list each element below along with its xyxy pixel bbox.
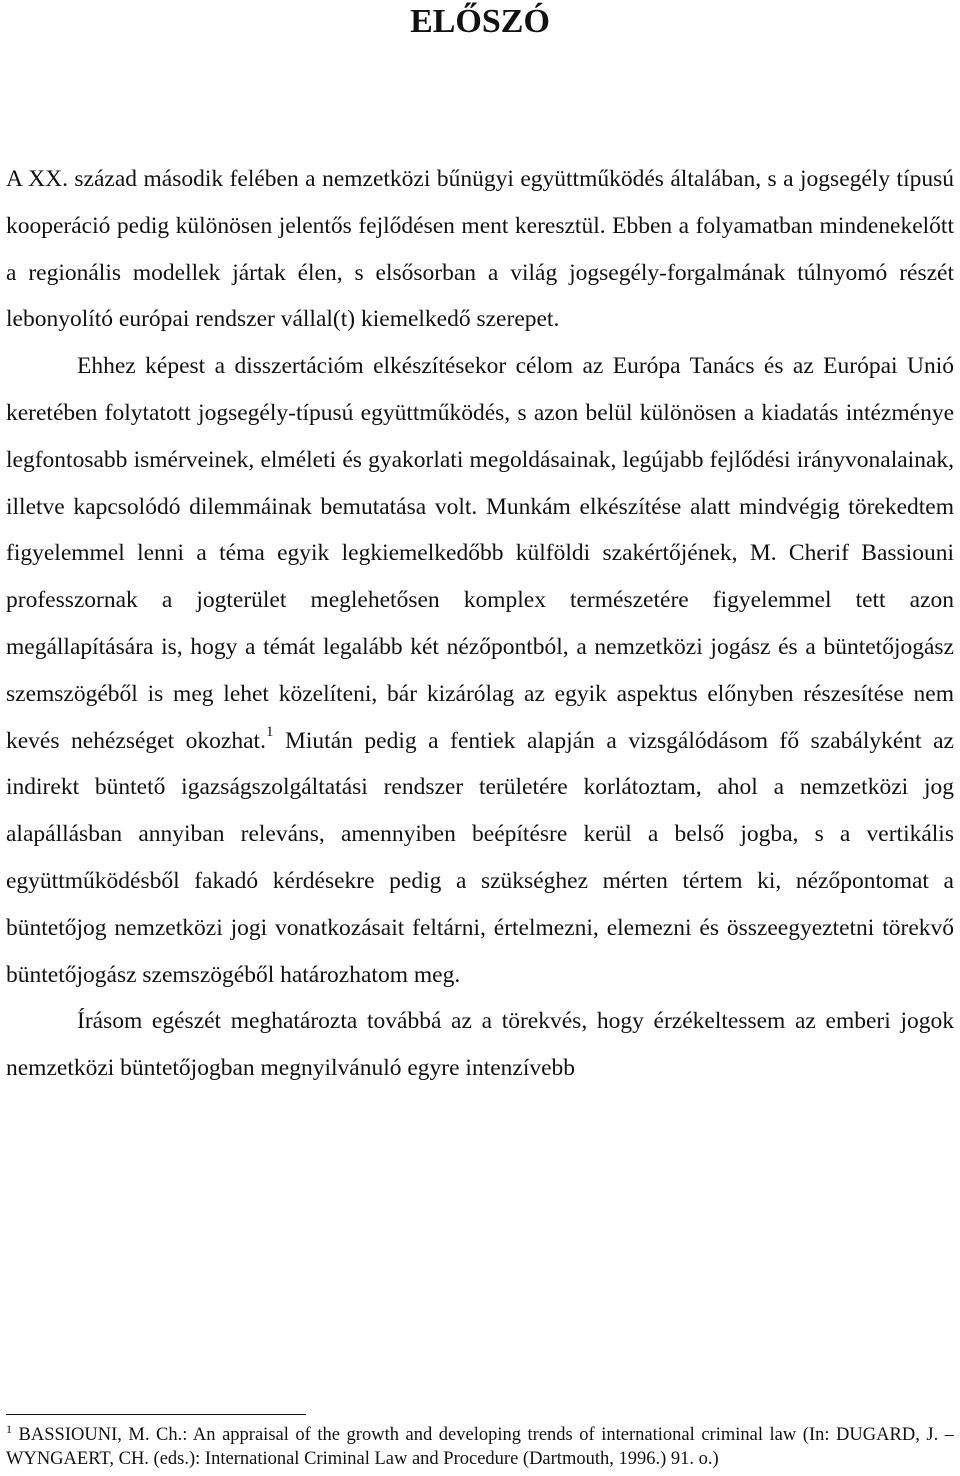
footnote-divider — [6, 1414, 306, 1415]
paragraph-1: A XX. század második felében a nemzetközi bűnügyi együttműködés általában, s a jogsegély típusú kooperáció pedig különösen jelentős fejlődésen ment keresztül. Ebben a folyamatban mindenekelőtt a regionális modellek jártak élen, s elsősorban a világ jogsegély-forgalmának túlnyomó részét lebonyolító európai rendszer vállal(t) kiemelkedő szerepet. — [6, 166, 954, 333]
footnote-reference[interactable]: 1 — [265, 723, 274, 740]
paragraph-2-text-before-ref: Ehhez képest a disszertációm elkészítésekor célom az Európa Tanács és az Európai Unió keretében folytatott jogsegély-típusú együttműködés, s azon belül különösen a kiadatás intézménye legfontosabb ismérveinek, elméleti és gyakorlati megoldásainak, legújabb fejlődési irányvonalainak, illetve kapcsolódó dilemmáinak bemutatása volt. Munkám elkészítése alatt mindvégig törekedtem figyelemmel lenni a téma egyik legkiemelkedőbb külföldi szakértőjének, M. Cherif Bassiouni professzornak a jogterület meglehetősen komplex természetére figyelemmel tett azon megállapítására is, hogy a témát legalább két nézőpontból, a nemzetközi jogász és a büntetőjogász szemszögéből is meg lehet közelíteni, bár kizárólag az egyik aspektus előnyben részesítése nem kevés nehézséget okozhat. — [6, 353, 954, 754]
paragraph-2 — [6, 343, 954, 998]
paragraph-2-text-after-ref: Miután pedig a fentiek alapján a vizsgálódásom fő szabályként az indirekt büntető igazságszolgáltatási rendszer területére korlátoztam, ahol a nemzetközi jog alapállásban annyiban releváns, amennyiben beépítésre kerül a belső jogba, s a vertikális együttműködésből fakadó kérdésekre pedig a szükséghez mérten tértem ki, nézőpontomat a büntetőjog nemzetközi jogi vonatkozásait feltárni, értelmezni, elemezni és összeegyeztetni törekvő büntetőjogász szemszögéből határozhatom meg. — [6, 727, 954, 988]
footnote-number: 1 — [6, 1422, 12, 1436]
footnote-text: BASSIOUNI, M. Ch.: An appraisal of the growth and developing trends of international criminal law (In: DUGARD, J. – WYNGAERT, CH. (eds.): International Criminal Law and Procedure (Dartmouth, 1996.) 91. o.) — [6, 1425, 954, 1469]
page-title: ELŐSZÓ — [410, 3, 550, 40]
footnote — [6, 1424, 954, 1471]
body-text — [6, 156, 954, 1092]
paragraph-3: Írásom egészét meghatározta továbbá az a törekvés, hogy érzékeltessem az emberi jogok nemzetközi büntetőjogban megnyilvánuló egyre intenzívebb — [6, 1008, 954, 1082]
